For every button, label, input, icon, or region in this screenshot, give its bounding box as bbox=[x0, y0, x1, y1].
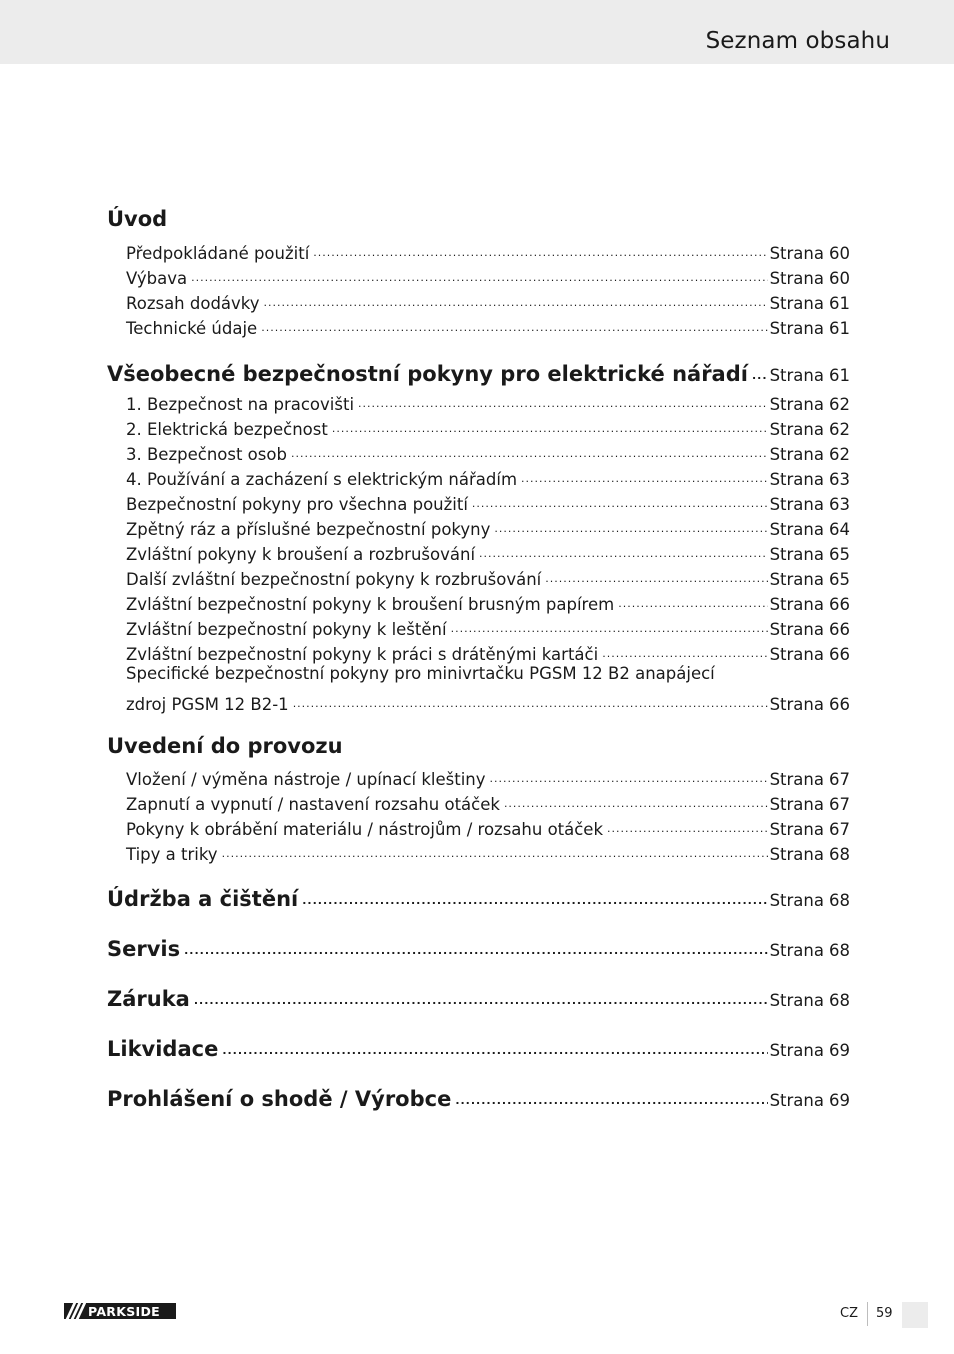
toc-entry-page: 68 bbox=[829, 941, 850, 960]
toc-entry[interactable] bbox=[126, 589, 850, 614]
dot-leader bbox=[494, 522, 767, 535]
toc-entry-label: Strana bbox=[769, 244, 824, 263]
toc-entry-title: Technické údaje bbox=[126, 319, 258, 338]
toc-entry-page: 65 bbox=[829, 545, 850, 564]
toc-entry-major[interactable] bbox=[107, 936, 850, 961]
dot-leader bbox=[455, 1094, 767, 1107]
dot-leader bbox=[184, 944, 767, 957]
toc-entry-page: 64 bbox=[829, 520, 850, 539]
toc-entry-label: Strana bbox=[769, 770, 824, 789]
toc-entry-page: 62 bbox=[829, 420, 850, 439]
toc-entry-title: Rozsah dodávky bbox=[126, 294, 260, 313]
toc-entry-title: 2. Elektrická bezpečnost bbox=[126, 420, 328, 439]
toc-entry-page: 68 bbox=[829, 845, 850, 864]
dot-leader bbox=[302, 894, 767, 907]
dot-leader bbox=[293, 697, 768, 710]
section-heading-bezpecnost: Všeobecné bezpečnostní pokyny pro elektrické nářadí bbox=[107, 362, 748, 386]
toc-entry[interactable] bbox=[126, 238, 850, 263]
dot-leader bbox=[222, 1044, 767, 1057]
logo-stripes-icon bbox=[64, 1303, 86, 1319]
section-heading-zaruka: Záruka bbox=[107, 987, 190, 1011]
footer-corner-box bbox=[902, 1302, 928, 1328]
toc-entry-title: Pokyny k obrábění materiálu / nástrojům / rozsahu otáček bbox=[126, 820, 604, 839]
toc-entry-major[interactable] bbox=[107, 1086, 850, 1111]
toc-entry[interactable] bbox=[126, 614, 850, 639]
toc-entry-label: Strana bbox=[769, 395, 824, 414]
dot-leader bbox=[479, 547, 768, 560]
dot-leader bbox=[545, 572, 767, 585]
toc-entry-title: Předpokládané použití bbox=[126, 244, 310, 263]
toc-entry-page: 69 bbox=[829, 1091, 850, 1110]
toc-entry-major[interactable] bbox=[107, 361, 850, 386]
toc-entry-page: 68 bbox=[829, 891, 850, 910]
dot-leader bbox=[264, 296, 768, 309]
toc-entry-title: Zvláštní bezpečnostní pokyny k práci s drátěnými kartáči bbox=[126, 645, 599, 664]
toc-entry-major[interactable] bbox=[107, 886, 850, 911]
toc-entry[interactable] bbox=[126, 814, 850, 839]
toc-entry[interactable] bbox=[126, 514, 850, 539]
toc-entry-label: Strana bbox=[769, 1091, 824, 1110]
toc-entry-label: Strana bbox=[769, 795, 824, 814]
page-number: 59 bbox=[876, 1306, 893, 1321]
toc-entry[interactable] bbox=[126, 564, 850, 589]
toc-entry-page: 66 bbox=[829, 620, 850, 639]
toc-entry-page: 61 bbox=[829, 294, 850, 313]
header-bar bbox=[0, 0, 954, 64]
dot-leader bbox=[191, 271, 768, 284]
toc-entry-label: Strana bbox=[769, 495, 824, 514]
dot-leader bbox=[313, 246, 767, 259]
dot-leader bbox=[222, 847, 768, 860]
toc-entry-page: 63 bbox=[829, 470, 850, 489]
dot-leader bbox=[521, 472, 768, 485]
toc-entry-page: 66 bbox=[829, 595, 850, 614]
toc-entry[interactable] bbox=[126, 313, 850, 338]
toc-entry[interactable] bbox=[126, 489, 850, 514]
toc-entry-page: 67 bbox=[829, 770, 850, 789]
toc-entry-label: Strana bbox=[769, 520, 824, 539]
dot-leader bbox=[451, 622, 768, 635]
brand-name: PARKSIDE bbox=[88, 1303, 160, 1319]
toc-entry-title: Zapnutí a vypnutí / nastavení rozsahu otáček bbox=[126, 795, 500, 814]
toc-entry[interactable] bbox=[126, 689, 850, 714]
toc-entry[interactable] bbox=[126, 414, 850, 439]
toc-entry-page: 68 bbox=[829, 991, 850, 1010]
footer-divider bbox=[867, 1302, 868, 1326]
section-heading-provoz: Uvedení do provozu bbox=[107, 734, 343, 758]
toc-entry-label: Strana bbox=[769, 991, 824, 1010]
toc-entry-title-line2: zdroj PGSM 12 B2-1 bbox=[126, 695, 289, 714]
dot-leader bbox=[602, 647, 767, 660]
toc-entry-page: 62 bbox=[829, 445, 850, 464]
toc-entry-label: Strana bbox=[769, 595, 824, 614]
toc-entry-major[interactable] bbox=[107, 1036, 850, 1061]
toc-entry-label: Strana bbox=[769, 645, 824, 664]
section-heading-likvidace: Likvidace bbox=[107, 1037, 219, 1061]
section-heading-prohlaseni: Prohlášení o shodě / Výrobce bbox=[107, 1087, 452, 1111]
dot-leader bbox=[194, 994, 768, 1007]
toc-entry-title: Tipy a triky bbox=[126, 845, 218, 864]
toc-entry[interactable] bbox=[126, 263, 850, 288]
toc-entry-page: 66 bbox=[829, 645, 850, 664]
toc-entry-label: Strana bbox=[769, 319, 824, 338]
toc-entry-title: 3. Bezpečnost osob bbox=[126, 445, 287, 464]
dot-leader bbox=[358, 397, 768, 410]
toc-entry[interactable] bbox=[126, 764, 850, 789]
dot-leader bbox=[618, 597, 767, 610]
toc-entry-label: Strana bbox=[769, 620, 824, 639]
toc-entry-title: Zpětný ráz a příslušné bezpečnostní pokyny bbox=[126, 520, 491, 539]
toc-entry-page: 61 bbox=[829, 366, 850, 385]
dot-leader bbox=[504, 797, 768, 810]
toc-entry[interactable] bbox=[126, 839, 850, 864]
toc-entry-title: Další zvláštní bezpečnostní pokyny k rozbrušování bbox=[126, 570, 542, 589]
toc-entry[interactable] bbox=[126, 389, 850, 414]
toc-entry-label: Strana bbox=[769, 820, 824, 839]
toc-entry-page: 65 bbox=[829, 570, 850, 589]
toc-entry[interactable] bbox=[126, 539, 850, 564]
toc-entry-page: 63 bbox=[829, 495, 850, 514]
toc-entry-label: Strana bbox=[769, 695, 824, 714]
language-code: CZ bbox=[840, 1306, 858, 1321]
dot-leader bbox=[607, 822, 768, 835]
toc-entry-page: 60 bbox=[829, 269, 850, 288]
dot-leader bbox=[472, 497, 768, 510]
toc-entry-label: Strana bbox=[769, 366, 824, 385]
toc-entry-label: Strana bbox=[769, 845, 824, 864]
toc-entry-title: Vložení / výměna nástroje / upínací kleštiny bbox=[126, 770, 486, 789]
toc-entry-label: Strana bbox=[769, 420, 824, 439]
toc-entry-page: 67 bbox=[829, 795, 850, 814]
section-heading-servis: Servis bbox=[107, 937, 181, 961]
toc-entry[interactable] bbox=[126, 439, 850, 464]
toc-entry-page: 61 bbox=[829, 319, 850, 338]
toc-entry-page: 60 bbox=[829, 244, 850, 263]
parkside-logo bbox=[64, 1303, 176, 1319]
toc-entry-title: Zvláštní bezpečnostní pokyny k broušení brusným papírem bbox=[126, 595, 615, 614]
toc-entry-title: Výbava bbox=[126, 269, 188, 288]
toc-entry-major[interactable] bbox=[107, 986, 850, 1011]
section-heading-udrzba: Údržba a čištění bbox=[107, 887, 299, 911]
toc-entry-label: Strana bbox=[769, 545, 824, 564]
toc-entry-title: Zvláštní bezpečnostní pokyny k leštění bbox=[126, 620, 447, 639]
dot-leader bbox=[261, 321, 767, 334]
dot-leader bbox=[490, 772, 768, 785]
toc-entry-page: 67 bbox=[829, 820, 850, 839]
toc-entry-label: Strana bbox=[769, 445, 824, 464]
toc-entry-label: Strana bbox=[769, 470, 824, 489]
toc-entry-page: 66 bbox=[829, 695, 850, 714]
toc-entry-title: Zvláštní pokyny k broušení a rozbrušování bbox=[126, 545, 476, 564]
toc-entry-label: Strana bbox=[769, 1041, 824, 1060]
toc-entry-label: Strana bbox=[769, 891, 824, 910]
dot-leader bbox=[291, 447, 768, 460]
toc-entry[interactable] bbox=[126, 464, 850, 489]
toc-entry[interactable] bbox=[126, 288, 850, 313]
toc-entry-title: 1. Bezpečnost na pracovišti bbox=[126, 395, 355, 414]
toc-entry-label: Strana bbox=[769, 570, 824, 589]
toc-entry-label: Strana bbox=[769, 269, 824, 288]
toc-entry-title: 4. Používání a zacházení s elektrickým nářadím bbox=[126, 470, 518, 489]
toc-entry-label: Strana bbox=[769, 941, 824, 960]
toc-entry-title: Bezpečnostní pokyny pro všechna použití bbox=[126, 495, 468, 514]
dot-leader bbox=[752, 369, 768, 382]
page-title: Seznam obsahu bbox=[705, 28, 890, 54]
toc-entry-page: 62 bbox=[829, 395, 850, 414]
toc-entry-page: 69 bbox=[829, 1041, 850, 1060]
toc-entry[interactable] bbox=[126, 639, 850, 664]
toc-entry[interactable] bbox=[126, 789, 850, 814]
toc-entry-label: Strana bbox=[769, 294, 824, 313]
dot-leader bbox=[332, 422, 768, 435]
toc-entry-title-line1[interactable]: Specifické bezpečnostní pokyny pro minivrtačku PGSM 12 B2 anapájecí bbox=[126, 664, 715, 683]
section-heading-uvod: Úvod bbox=[107, 207, 168, 231]
